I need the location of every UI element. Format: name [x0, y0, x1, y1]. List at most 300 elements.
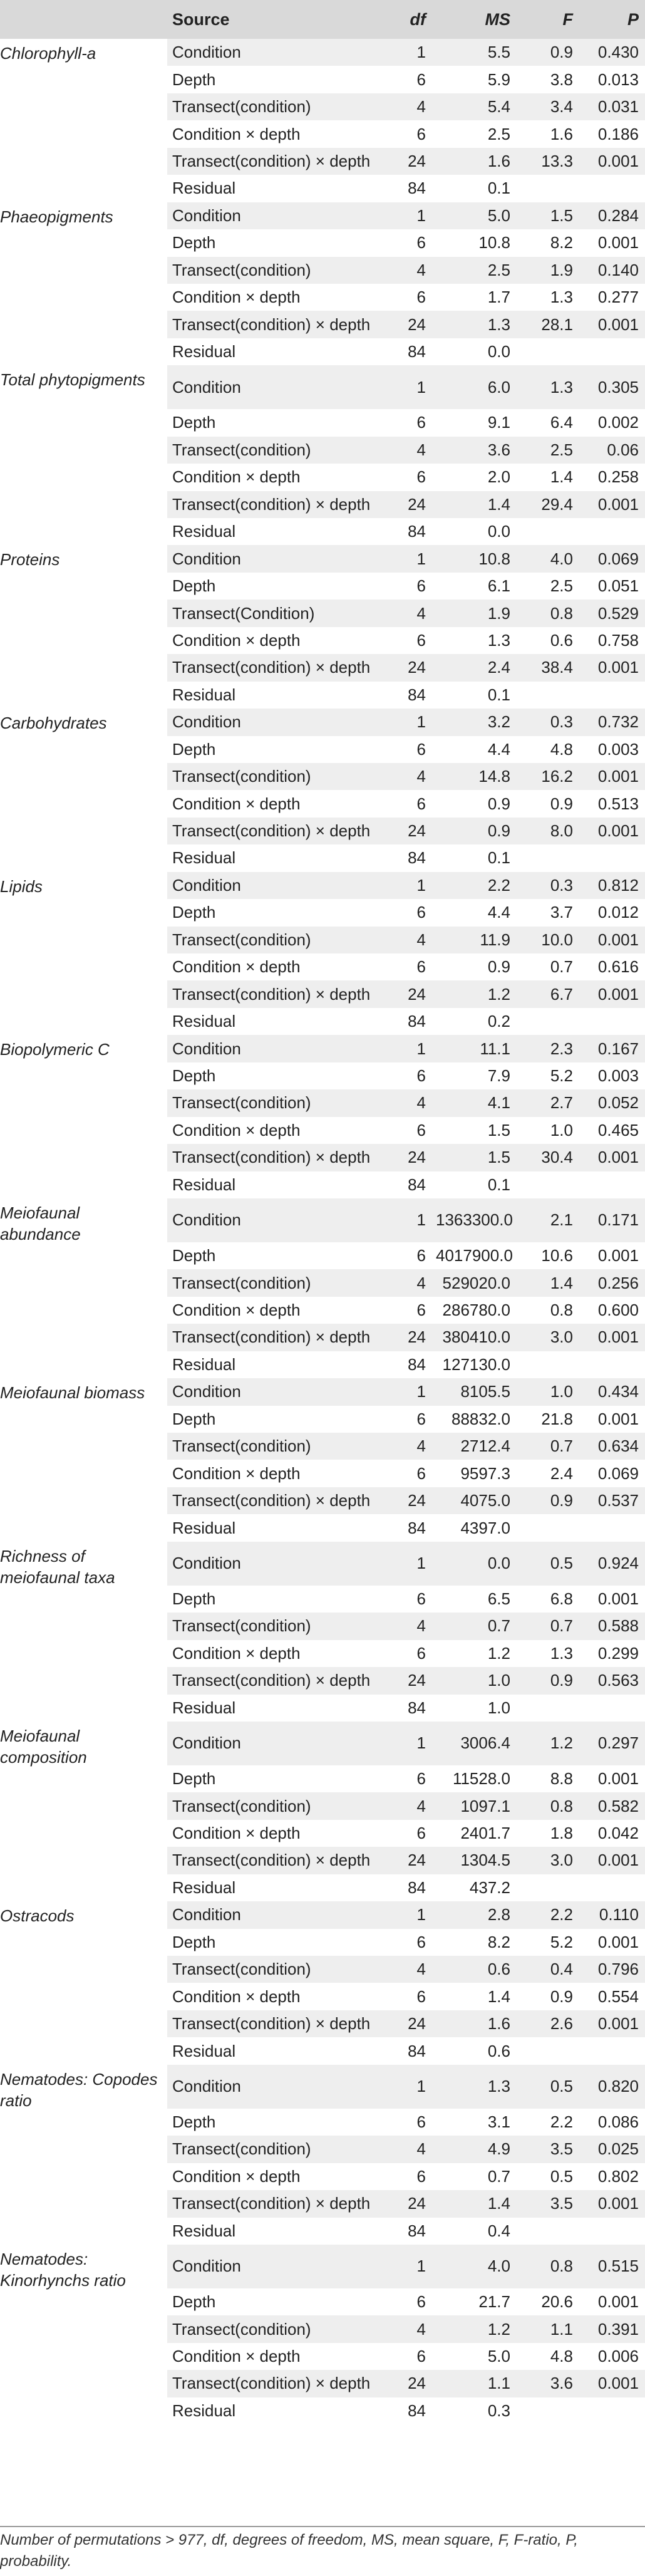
- p-cell: 0.001: [579, 229, 645, 256]
- f-cell: 10.6: [517, 1242, 579, 1269]
- f-cell: [517, 518, 579, 545]
- df-cell: 24: [382, 1144, 432, 1171]
- p-cell: 0.001: [579, 311, 645, 338]
- source-cell: Condition: [167, 1901, 382, 1928]
- f-cell: 3.8: [517, 66, 579, 93]
- p-cell: 0.820: [579, 2065, 645, 2109]
- ms-cell: 0.7: [432, 1613, 517, 1639]
- source-cell: Transect(condition) × depth: [167, 148, 382, 175]
- df-cell: 1: [382, 1378, 432, 1405]
- variable-label: Nematodes: Copodes ratio: [0, 2065, 167, 2245]
- source-cell: Residual: [167, 1171, 382, 1198]
- df-cell: 1: [382, 872, 432, 899]
- df-cell: 84: [382, 175, 432, 202]
- p-cell: 0.430: [579, 39, 645, 66]
- p-cell: 0.299: [579, 1640, 645, 1667]
- df-cell: 4: [382, 1956, 432, 1983]
- ms-cell: 0.6: [432, 1956, 517, 1983]
- source-cell: Transect(condition) × depth: [167, 654, 382, 681]
- ms-cell: 11.1: [432, 1035, 517, 1062]
- p-cell: 0.802: [579, 2163, 645, 2190]
- table-row: [0, 2245, 645, 2288]
- source-cell: Condition × depth: [167, 1640, 382, 1667]
- source-cell: Residual: [167, 1874, 382, 1901]
- table-row: [0, 365, 645, 409]
- ms-cell: 88832.0: [432, 1406, 517, 1433]
- ms-cell: 2.4: [432, 654, 517, 681]
- source-cell: Condition: [167, 1198, 382, 1242]
- f-cell: 3.4: [517, 93, 579, 120]
- f-cell: 1.6: [517, 120, 579, 147]
- f-cell: 1.5: [517, 202, 579, 229]
- source-cell: Transect(condition): [167, 927, 382, 953]
- source-cell: Condition: [167, 2245, 382, 2288]
- f-cell: 29.4: [517, 491, 579, 518]
- source-cell: Condition × depth: [167, 953, 382, 980]
- f-cell: 4.8: [517, 2343, 579, 2370]
- p-cell: 0.600: [579, 1297, 645, 1324]
- ms-cell: 3.1: [432, 2109, 517, 2136]
- source-cell: Condition: [167, 1722, 382, 1765]
- ms-cell: 4.0: [432, 2245, 517, 2288]
- df-cell: 4: [382, 257, 432, 284]
- ms-cell: 1097.1: [432, 1792, 517, 1819]
- source-cell: Residual: [167, 844, 382, 871]
- source-cell: Transect(condition): [167, 93, 382, 120]
- table-row: [0, 709, 645, 735]
- f-cell: [517, 1874, 579, 1901]
- p-cell: 0.171: [579, 1198, 645, 1242]
- ms-cell: 2.5: [432, 257, 517, 284]
- p-cell: [579, 682, 645, 709]
- source-cell: Transect(condition) × depth: [167, 1324, 382, 1351]
- ms-cell: 0.1: [432, 1171, 517, 1198]
- df-cell: 4: [382, 763, 432, 790]
- df-cell: 4: [382, 1269, 432, 1296]
- df-cell: 6: [382, 1586, 432, 1613]
- p-cell: [579, 1695, 645, 1722]
- f-cell: 5.2: [517, 1929, 579, 1956]
- ms-cell: 6.5: [432, 1586, 517, 1613]
- source-cell: Depth: [167, 1765, 382, 1792]
- df-cell: 6: [382, 409, 432, 436]
- ms-cell: 6.0: [432, 365, 517, 409]
- p-cell: 0.042: [579, 1820, 645, 1847]
- ms-cell: 0.7: [432, 2163, 517, 2190]
- df-cell: 1: [382, 709, 432, 735]
- source-cell: Transect(condition): [167, 1792, 382, 1819]
- f-cell: 0.8: [517, 2245, 579, 2288]
- p-cell: 0.537: [579, 1487, 645, 1514]
- f-cell: 28.1: [517, 311, 579, 338]
- f-cell: [517, 682, 579, 709]
- ms-cell: 2712.4: [432, 1433, 517, 1460]
- f-cell: 3.6: [517, 2370, 579, 2397]
- source-cell: Condition: [167, 1035, 382, 1062]
- source-cell: Transect(condition) × depth: [167, 2190, 382, 2217]
- p-cell: 0.758: [579, 627, 645, 654]
- df-cell: 6: [382, 2163, 432, 2190]
- df-cell: 6: [382, 229, 432, 256]
- f-cell: [517, 1695, 579, 1722]
- p-cell: 0.812: [579, 872, 645, 899]
- source-cell: Transect(condition): [167, 257, 382, 284]
- df-cell: 4: [382, 93, 432, 120]
- source-cell: Transect(condition): [167, 437, 382, 464]
- variable-label: Ostracods: [0, 1901, 167, 2065]
- df-cell: 24: [382, 818, 432, 844]
- p-cell: 0.001: [579, 1324, 645, 1351]
- ms-cell: 10.8: [432, 229, 517, 256]
- df-cell: 6: [382, 120, 432, 147]
- p-cell: 0.391: [579, 2315, 645, 2342]
- source-cell: Residual: [167, 2037, 382, 2064]
- table-row: [0, 545, 645, 572]
- f-cell: 0.8: [517, 600, 579, 626]
- f-cell: [517, 844, 579, 871]
- header-df: df: [410, 9, 426, 29]
- p-cell: 0.465: [579, 1117, 645, 1144]
- f-cell: 2.4: [517, 1460, 579, 1487]
- p-cell: [579, 2037, 645, 2064]
- source-cell: Condition × depth: [167, 2343, 382, 2370]
- ms-cell: 437.2: [432, 1874, 517, 1901]
- f-cell: 16.2: [517, 763, 579, 790]
- source-cell: Condition: [167, 202, 382, 229]
- p-cell: 0.167: [579, 1035, 645, 1062]
- source-cell: Condition × depth: [167, 120, 382, 147]
- df-cell: 6: [382, 66, 432, 93]
- df-cell: 84: [382, 1351, 432, 1378]
- f-cell: 0.8: [517, 1297, 579, 1324]
- f-cell: 3.5: [517, 2190, 579, 2217]
- df-cell: 1: [382, 545, 432, 572]
- df-cell: 1: [382, 1901, 432, 1928]
- variable-label: Meiofaunal biomass: [0, 1378, 167, 1542]
- variable-label: Phaeopigments: [0, 202, 167, 366]
- table-header: [0, 0, 645, 39]
- df-cell: 6: [382, 2343, 432, 2370]
- p-cell: 0.001: [579, 818, 645, 844]
- f-cell: 21.8: [517, 1406, 579, 1433]
- f-cell: 1.4: [517, 464, 579, 491]
- source-cell: Transect(Condition): [167, 600, 382, 626]
- f-cell: 2.2: [517, 1901, 579, 1928]
- df-cell: 6: [382, 2109, 432, 2136]
- source-cell: Transect(condition) × depth: [167, 1144, 382, 1171]
- ms-cell: 0.2: [432, 1008, 517, 1035]
- f-cell: 0.3: [517, 709, 579, 735]
- ms-cell: 1.5: [432, 1117, 517, 1144]
- df-cell: 24: [382, 654, 432, 681]
- p-cell: 0.563: [579, 1667, 645, 1694]
- f-cell: 8.8: [517, 1765, 579, 1792]
- variable-label: Biopolymeric C: [0, 1035, 167, 1198]
- p-cell: 0.003: [579, 1062, 645, 1089]
- variable-label: Nematodes: Kinorhynchs ratio: [0, 2245, 167, 2424]
- table-body: [0, 39, 645, 2424]
- p-cell: [579, 844, 645, 871]
- f-cell: 5.2: [517, 1062, 579, 1089]
- source-cell: Residual: [167, 1351, 382, 1378]
- source-cell: Transect(condition): [167, 2136, 382, 2163]
- f-cell: 0.9: [517, 39, 579, 66]
- df-cell: 6: [382, 1406, 432, 1433]
- ms-cell: 1.9: [432, 600, 517, 626]
- ms-cell: 380410.0: [432, 1324, 517, 1351]
- ms-cell: 1.3: [432, 627, 517, 654]
- f-cell: [517, 2037, 579, 2064]
- source-cell: Condition × depth: [167, 1820, 382, 1847]
- df-cell: 84: [382, 1514, 432, 1541]
- source-cell: Condition × depth: [167, 1460, 382, 1487]
- p-cell: [579, 2218, 645, 2245]
- df-cell: 24: [382, 2010, 432, 2037]
- ms-cell: 4075.0: [432, 1487, 517, 1514]
- source-cell: Residual: [167, 338, 382, 365]
- df-cell: 6: [382, 284, 432, 311]
- df-cell: 24: [382, 1847, 432, 1874]
- source-cell: Condition × depth: [167, 464, 382, 491]
- f-cell: 1.8: [517, 1820, 579, 1847]
- p-cell: 0.588: [579, 1613, 645, 1639]
- p-cell: 0.001: [579, 1765, 645, 1792]
- table-row: [0, 1378, 645, 1405]
- p-cell: [579, 338, 645, 365]
- table-row: [0, 1198, 645, 1242]
- df-cell: 4: [382, 1613, 432, 1639]
- df-cell: 84: [382, 1008, 432, 1035]
- ms-cell: 0.0: [432, 338, 517, 365]
- df-cell: 6: [382, 1297, 432, 1324]
- ms-cell: 10.8: [432, 545, 517, 572]
- df-cell: 6: [382, 2288, 432, 2315]
- ms-cell: 1.4: [432, 1983, 517, 2010]
- f-cell: 3.0: [517, 1847, 579, 1874]
- p-cell: 0.001: [579, 2370, 645, 2397]
- df-cell: 84: [382, 2397, 432, 2424]
- source-cell: Condition × depth: [167, 627, 382, 654]
- df-cell: 84: [382, 2037, 432, 2064]
- df-cell: 1: [382, 1035, 432, 1062]
- ms-cell: 0.1: [432, 175, 517, 202]
- p-cell: 0.186: [579, 120, 645, 147]
- df-cell: 1: [382, 2065, 432, 2109]
- f-cell: 0.4: [517, 1956, 579, 1983]
- ms-cell: 5.9: [432, 66, 517, 93]
- ms-cell: 3.2: [432, 709, 517, 735]
- f-cell: 1.3: [517, 365, 579, 409]
- ms-cell: 8.2: [432, 1929, 517, 1956]
- p-cell: 0.069: [579, 1460, 645, 1487]
- f-cell: [517, 1351, 579, 1378]
- p-cell: 0.256: [579, 1269, 645, 1296]
- source-cell: Condition: [167, 1378, 382, 1405]
- source-cell: Transect(condition) × depth: [167, 1667, 382, 1694]
- ms-cell: 529020.0: [432, 1269, 517, 1296]
- f-cell: 2.3: [517, 1035, 579, 1062]
- df-cell: 24: [382, 148, 432, 175]
- source-cell: Condition: [167, 365, 382, 409]
- ms-cell: 4.4: [432, 899, 517, 926]
- table-row: [0, 872, 645, 899]
- f-cell: 1.3: [517, 284, 579, 311]
- source-cell: Residual: [167, 175, 382, 202]
- p-cell: 0.001: [579, 1847, 645, 1874]
- source-cell: Transect(condition): [167, 1613, 382, 1639]
- source-cell: Residual: [167, 518, 382, 545]
- source-cell: Condition × depth: [167, 1983, 382, 2010]
- ms-cell: 1.6: [432, 2010, 517, 2037]
- p-cell: 0.258: [579, 464, 645, 491]
- df-cell: 4: [382, 1792, 432, 1819]
- f-cell: 3.7: [517, 899, 579, 926]
- f-cell: 38.4: [517, 654, 579, 681]
- variable-label: Total phytopigments: [0, 365, 167, 545]
- df-cell: 6: [382, 736, 432, 763]
- source-cell: Depth: [167, 1242, 382, 1269]
- df-cell: 84: [382, 844, 432, 871]
- ms-cell: 4017900.0: [432, 1242, 517, 1269]
- source-cell: Depth: [167, 66, 382, 93]
- variable-label: Meiofaunal abundance: [0, 1198, 167, 1378]
- f-cell: 1.3: [517, 1640, 579, 1667]
- ms-cell: 1.6: [432, 148, 517, 175]
- f-cell: 0.9: [517, 790, 579, 817]
- source-cell: Condition: [167, 545, 382, 572]
- df-cell: 24: [382, 1324, 432, 1351]
- df-cell: 6: [382, 953, 432, 980]
- ms-cell: 14.8: [432, 763, 517, 790]
- p-cell: [579, 175, 645, 202]
- ms-cell: 127130.0: [432, 1351, 517, 1378]
- p-cell: 0.924: [579, 1542, 645, 1586]
- p-cell: 0.086: [579, 2109, 645, 2136]
- p-cell: [579, 1874, 645, 1901]
- table-row: [0, 1722, 645, 1765]
- f-cell: 0.5: [517, 2065, 579, 2109]
- ms-cell: 0.6: [432, 2037, 517, 2064]
- ms-cell: 2.0: [432, 464, 517, 491]
- ms-cell: 4.4: [432, 736, 517, 763]
- df-cell: 84: [382, 1874, 432, 1901]
- table-row: [0, 202, 645, 229]
- ms-cell: 0.1: [432, 682, 517, 709]
- ms-cell: 4397.0: [432, 1514, 517, 1541]
- df-cell: 6: [382, 464, 432, 491]
- source-cell: Residual: [167, 2218, 382, 2245]
- f-cell: 30.4: [517, 1144, 579, 1171]
- source-cell: Transect(condition): [167, 1269, 382, 1296]
- p-cell: [579, 1351, 645, 1378]
- f-cell: 2.7: [517, 1089, 579, 1116]
- p-cell: 0.305: [579, 365, 645, 409]
- ms-cell: 5.4: [432, 93, 517, 120]
- source-cell: Condition × depth: [167, 284, 382, 311]
- p-cell: 0.051: [579, 573, 645, 600]
- ms-cell: 9.1: [432, 409, 517, 436]
- f-cell: 0.8: [517, 1792, 579, 1819]
- p-cell: 0.001: [579, 1242, 645, 1269]
- p-cell: 0.284: [579, 202, 645, 229]
- source-cell: Depth: [167, 229, 382, 256]
- df-cell: 1: [382, 202, 432, 229]
- f-cell: [517, 175, 579, 202]
- source-cell: Depth: [167, 736, 382, 763]
- source-cell: Depth: [167, 2109, 382, 2136]
- ms-cell: 0.1: [432, 844, 517, 871]
- df-cell: 6: [382, 627, 432, 654]
- f-cell: [517, 1171, 579, 1198]
- df-cell: 6: [382, 1983, 432, 2010]
- header-variable: [0, 0, 167, 39]
- df-cell: 6: [382, 1929, 432, 1956]
- f-cell: 0.9: [517, 1667, 579, 1694]
- ms-cell: 286780.0: [432, 1297, 517, 1324]
- ms-cell: 9597.3: [432, 1460, 517, 1487]
- source-cell: Depth: [167, 1406, 382, 1433]
- p-cell: [579, 2397, 645, 2424]
- p-cell: 0.796: [579, 1956, 645, 1983]
- df-cell: 6: [382, 790, 432, 817]
- p-cell: 0.001: [579, 2010, 645, 2037]
- f-cell: 8.0: [517, 818, 579, 844]
- source-cell: Condition: [167, 872, 382, 899]
- df-cell: 24: [382, 980, 432, 1007]
- source-cell: Transect(condition): [167, 1956, 382, 1983]
- source-cell: Transect(condition) × depth: [167, 818, 382, 844]
- header-f: F: [562, 9, 573, 29]
- ms-cell: 3006.4: [432, 1722, 517, 1765]
- f-cell: 2.2: [517, 2109, 579, 2136]
- ms-cell: 11528.0: [432, 1765, 517, 1792]
- source-cell: Transect(condition) × depth: [167, 980, 382, 1007]
- f-cell: [517, 338, 579, 365]
- source-cell: Residual: [167, 2397, 382, 2424]
- p-cell: 0.529: [579, 600, 645, 626]
- ms-cell: 1.7: [432, 284, 517, 311]
- ms-cell: 5.0: [432, 2343, 517, 2370]
- p-cell: 0.001: [579, 927, 645, 953]
- ms-cell: 3.6: [432, 437, 517, 464]
- p-cell: 0.025: [579, 2136, 645, 2163]
- df-cell: 6: [382, 1640, 432, 1667]
- f-cell: 0.6: [517, 627, 579, 654]
- f-cell: 0.5: [517, 1542, 579, 1586]
- ms-cell: 7.9: [432, 1062, 517, 1089]
- ms-cell: 0.9: [432, 790, 517, 817]
- source-cell: Residual: [167, 1514, 382, 1541]
- p-cell: 0.003: [579, 736, 645, 763]
- f-cell: [517, 2218, 579, 2245]
- f-cell: 6.7: [517, 980, 579, 1007]
- source-cell: Transect(condition) × depth: [167, 1487, 382, 1514]
- df-cell: 6: [382, 899, 432, 926]
- ms-cell: 1.0: [432, 1667, 517, 1694]
- ms-cell: 0.4: [432, 2218, 517, 2245]
- header-source: Source: [172, 9, 230, 29]
- ms-cell: 1.2: [432, 2315, 517, 2342]
- df-cell: 4: [382, 927, 432, 953]
- p-cell: 0.001: [579, 654, 645, 681]
- source-cell: Depth: [167, 409, 382, 436]
- f-cell: 1.1: [517, 2315, 579, 2342]
- df-cell: 6: [382, 1820, 432, 1847]
- source-cell: Condition × depth: [167, 1117, 382, 1144]
- p-cell: [579, 1008, 645, 1035]
- ms-cell: 0.0: [432, 518, 517, 545]
- p-cell: 0.732: [579, 709, 645, 735]
